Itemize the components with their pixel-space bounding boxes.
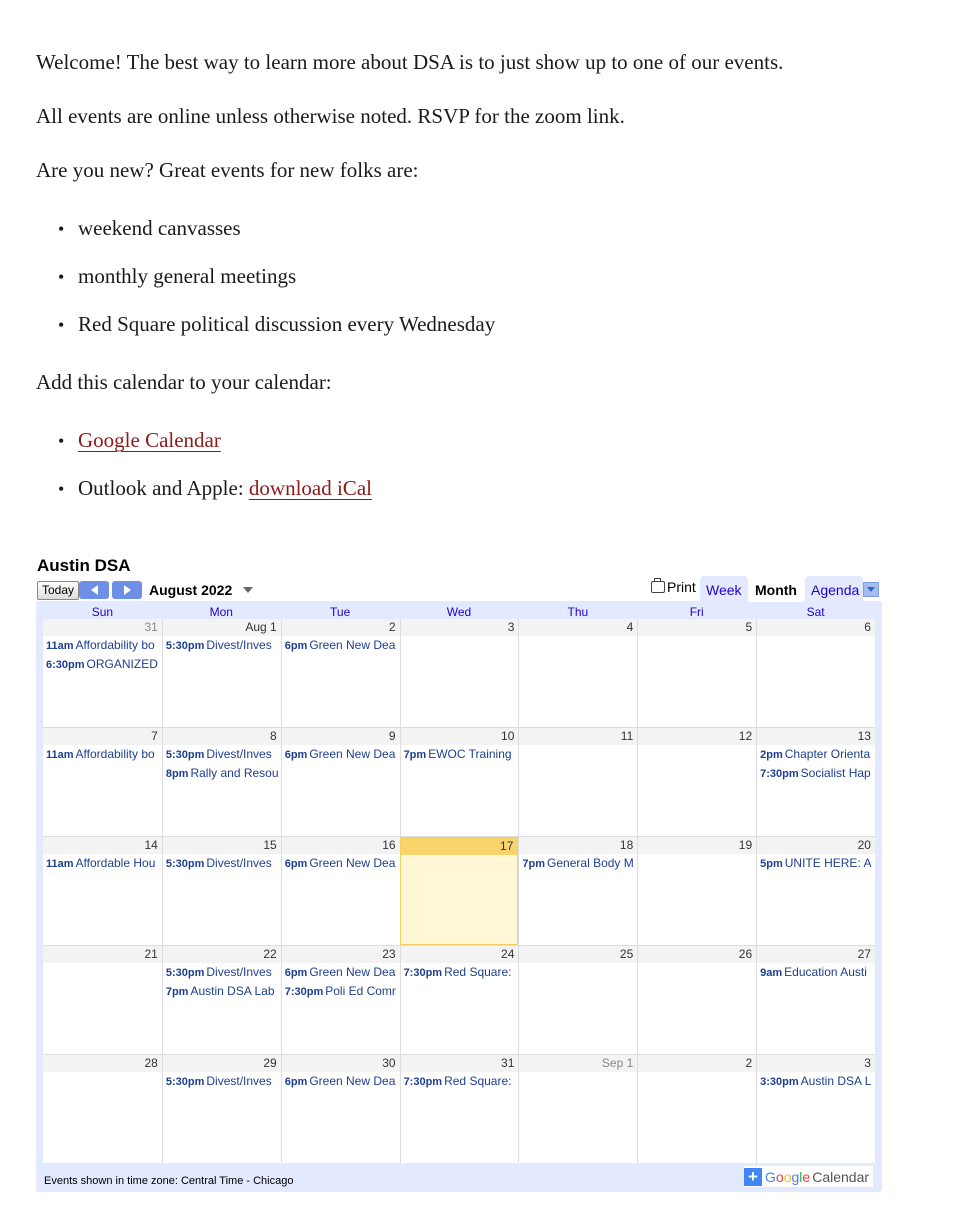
calendar-title: Austin DSA <box>37 556 131 575</box>
day-number: Sep 1 <box>519 1055 637 1072</box>
day-number: 16 <box>282 837 400 854</box>
badge-calendar-label: Calendar <box>812 1168 870 1185</box>
event-time: 7:30pm <box>284 986 324 998</box>
event-time: 6pm <box>284 640 308 652</box>
event-item[interactable] <box>757 963 875 982</box>
event-time: 11am <box>46 858 74 870</box>
event-time: 5:30pm <box>165 640 205 652</box>
event-title: Red Square: <box>444 965 512 979</box>
day-cell[interactable] <box>400 946 519 1054</box>
day-cell[interactable] <box>400 1055 519 1163</box>
day-cell[interactable] <box>518 728 637 836</box>
event-title: Chapter Orienta <box>784 747 871 761</box>
event-title: Rally and Resou <box>190 766 279 780</box>
event-item[interactable] <box>282 1072 400 1091</box>
day-number: 15 <box>163 837 281 854</box>
day-cell-today[interactable] <box>400 837 519 945</box>
day-number: 14 <box>43 837 162 854</box>
event-item[interactable] <box>401 745 519 764</box>
week-row <box>43 837 875 946</box>
list-item: • weekend canvasses <box>58 216 241 240</box>
day-cell[interactable] <box>162 837 281 945</box>
event-title: Green New Dea <box>309 1074 396 1088</box>
event-time: 7:30pm <box>760 768 799 780</box>
event-title: Green New Dea <box>309 747 396 761</box>
event-item[interactable] <box>163 1072 281 1091</box>
today-button[interactable]: Today <box>37 581 79 600</box>
event-item[interactable] <box>43 636 162 655</box>
print-button[interactable]: Print <box>651 579 696 595</box>
event-item[interactable] <box>163 745 281 764</box>
day-cell[interactable] <box>637 619 756 727</box>
day-number: 3 <box>401 619 519 636</box>
event-item[interactable] <box>519 854 637 873</box>
plus-icon: + <box>744 1168 762 1186</box>
event-time: 7pm <box>403 749 427 761</box>
event-item[interactable] <box>401 963 519 982</box>
weekday-label: Sun <box>91 605 114 619</box>
event-title: Divest/Inves <box>206 1074 272 1088</box>
day-number: 3 <box>757 1055 875 1072</box>
event-title: Affordability bo <box>75 638 155 652</box>
day-cell[interactable] <box>281 946 400 1054</box>
arrow-right-icon <box>124 585 131 595</box>
day-number: 6 <box>757 619 875 636</box>
day-number: 19 <box>638 837 756 854</box>
event-title: Poli Ed Comr <box>325 984 396 998</box>
timezone-note: Events shown in time zone: Central Time - Chicago <box>44 1175 294 1187</box>
event-item[interactable] <box>163 854 281 873</box>
day-number: 31 <box>401 1055 519 1072</box>
list-item: • monthly general meetings <box>58 264 297 288</box>
list-item: • Red Square political discussion every Wednesday <box>58 312 496 336</box>
weekday-label: Tue <box>330 605 351 619</box>
week-row <box>43 619 875 728</box>
day-number: 12 <box>638 728 756 745</box>
tab-month[interactable]: Month <box>749 576 803 602</box>
event-time: 5pm <box>760 858 783 870</box>
event-title: Green New Dea <box>309 638 396 652</box>
event-time: 5:30pm <box>165 1076 205 1088</box>
event-title: Affordability bo <box>75 747 155 761</box>
online-note: All events are online unless otherwise noted. RSVP for the zoom link. <box>36 104 625 128</box>
event-title: Green New Dea <box>309 856 396 870</box>
google-logo: Google <box>765 1168 811 1185</box>
event-item[interactable] <box>163 982 281 1001</box>
day-number: 7 <box>43 728 162 745</box>
day-cell[interactable] <box>162 728 281 836</box>
event-title: General Body M <box>547 856 634 870</box>
event-item[interactable] <box>757 745 875 764</box>
weekday-label: Mon <box>209 605 233 619</box>
day-number: 28 <box>43 1055 162 1072</box>
event-title: Red Square: <box>444 1074 512 1088</box>
event-item[interactable] <box>282 963 400 982</box>
week-row <box>43 946 875 1055</box>
google-calendar-badge[interactable] <box>744 1166 873 1187</box>
arrow-left-icon <box>91 585 98 595</box>
next-month-button[interactable] <box>112 581 142 599</box>
printer-icon <box>651 581 665 593</box>
event-title: Divest/Inves <box>206 965 272 979</box>
event-title: Divest/Inves <box>206 747 272 761</box>
event-item[interactable] <box>43 854 162 873</box>
event-item[interactable] <box>43 745 162 764</box>
event-time: 6pm <box>284 967 308 979</box>
event-time: 8pm <box>165 768 189 780</box>
event-time: 5:30pm <box>165 858 205 870</box>
agenda-dropdown-button[interactable] <box>863 582 879 597</box>
event-time: 3:30pm <box>760 1076 799 1088</box>
day-number: 31 <box>43 619 162 636</box>
event-time: 6pm <box>284 858 308 870</box>
day-number: 29 <box>163 1055 281 1072</box>
day-number: 24 <box>401 946 519 963</box>
google-calendar-link[interactable]: Google Calendar <box>78 428 221 452</box>
event-item[interactable] <box>401 1072 519 1091</box>
chevron-down-icon[interactable] <box>243 587 253 593</box>
event-title: Affordable Hou <box>75 856 156 870</box>
tab-agenda[interactable]: Agenda <box>805 576 863 602</box>
event-title: Divest/Inves <box>206 856 272 870</box>
day-number: 22 <box>163 946 281 963</box>
event-time: 5:30pm <box>165 967 205 979</box>
event-time: 2pm <box>760 749 783 761</box>
day-cell[interactable] <box>43 728 162 836</box>
day-cell[interactable] <box>43 837 162 945</box>
weekday-label: Sat <box>806 605 825 619</box>
list-item: • Google Calendar <box>58 428 221 452</box>
weekday-label: Thu <box>567 605 589 619</box>
prev-month-button[interactable] <box>79 581 109 599</box>
day-cell[interactable] <box>637 837 756 945</box>
week-row <box>43 1055 875 1163</box>
day-number: 21 <box>43 946 162 963</box>
day-cell[interactable] <box>43 1055 162 1163</box>
event-title: ORGANIZED <box>86 657 158 671</box>
day-cell[interactable] <box>518 1055 637 1163</box>
day-cell[interactable] <box>637 728 756 836</box>
event-item[interactable] <box>163 636 281 655</box>
day-number: 11 <box>519 728 637 745</box>
day-cell[interactable] <box>756 946 875 1054</box>
week-row <box>43 728 875 837</box>
day-cell[interactable] <box>281 1055 400 1163</box>
weekday-label: Fri <box>689 605 704 619</box>
day-cell[interactable] <box>637 1055 756 1163</box>
day-cell[interactable] <box>281 837 400 945</box>
list-item: • Outlook and Apple: download iCal <box>58 476 372 500</box>
event-title: Education Austi <box>784 965 867 979</box>
day-number: Aug 1 <box>163 619 281 636</box>
day-cell[interactable] <box>756 837 875 945</box>
event-item[interactable] <box>43 655 162 674</box>
ical-download-link[interactable]: download iCal <box>248 476 372 500</box>
day-number: 30 <box>282 1055 400 1072</box>
day-number: 4 <box>519 619 637 636</box>
day-cell[interactable] <box>43 946 162 1054</box>
day-number: 8 <box>163 728 281 745</box>
day-number: 13 <box>757 728 875 745</box>
day-cell[interactable] <box>162 1055 281 1163</box>
day-number: 26 <box>638 946 756 963</box>
event-title: Divest/Inves <box>206 638 272 652</box>
weekday-label: Wed <box>446 605 472 619</box>
event-title: UNITE HERE: A <box>784 856 872 870</box>
event-time: 6pm <box>284 749 308 761</box>
event-time: 6pm <box>284 1076 308 1088</box>
event-item[interactable] <box>757 764 875 783</box>
weekday-header <box>43 605 875 619</box>
day-number: 18 <box>519 837 637 854</box>
month-label[interactable]: August 2022 <box>149 582 233 598</box>
day-number: 23 <box>282 946 400 963</box>
event-time: 5:30pm <box>165 749 205 761</box>
event-item[interactable] <box>282 854 400 873</box>
event-time: 7:30pm <box>403 1076 443 1088</box>
day-cell[interactable] <box>400 728 519 836</box>
new-folks-heading: Are you new? Great events for new folks are: <box>36 158 419 182</box>
welcome-text: Welcome! The best way to learn more about DSA is to just show up to one of our events. <box>36 50 784 74</box>
day-cell[interactable] <box>162 619 281 727</box>
day-cell[interactable] <box>518 946 637 1054</box>
event-title: Socialist Hap <box>800 766 871 780</box>
event-time: 7:30pm <box>403 967 443 979</box>
event-title: Austin DSA Lab <box>190 984 275 998</box>
event-item[interactable] <box>282 982 400 1001</box>
event-item[interactable] <box>282 636 400 655</box>
tab-week[interactable]: Week <box>700 576 748 602</box>
event-item[interactable] <box>163 963 281 982</box>
event-item[interactable] <box>282 745 400 764</box>
event-time: 7pm <box>165 986 189 998</box>
day-number: 2 <box>638 1055 756 1072</box>
day-number: 9 <box>282 728 400 745</box>
event-time: 9am <box>760 967 783 979</box>
event-item[interactable] <box>757 1072 875 1091</box>
event-title: EWOC Training <box>428 747 512 761</box>
day-number: 5 <box>638 619 756 636</box>
day-cell[interactable] <box>756 728 875 836</box>
day-cell[interactable] <box>281 619 400 727</box>
day-number: 17 <box>401 838 518 855</box>
day-cell[interactable] <box>518 837 637 945</box>
day-cell[interactable] <box>756 619 875 727</box>
add-calendar-heading: Add this calendar to your calendar: <box>36 370 332 394</box>
day-cell[interactable] <box>43 619 162 727</box>
chevron-down-icon <box>867 587 875 592</box>
day-cell[interactable] <box>637 946 756 1054</box>
event-item[interactable] <box>757 854 875 873</box>
event-time: 11am <box>46 749 74 761</box>
day-cell[interactable] <box>400 619 519 727</box>
day-cell[interactable] <box>756 1055 875 1163</box>
month-grid <box>43 619 875 1163</box>
day-number: 20 <box>757 837 875 854</box>
event-time: 7pm <box>522 858 546 870</box>
day-number: 10 <box>401 728 519 745</box>
day-cell[interactable] <box>281 728 400 836</box>
event-time: 11am <box>46 640 74 652</box>
day-cell[interactable] <box>162 946 281 1054</box>
day-number: 27 <box>757 946 875 963</box>
event-title: Austin DSA L <box>800 1074 872 1088</box>
day-cell[interactable] <box>518 619 637 727</box>
event-title: Green New Dea <box>309 965 396 979</box>
day-number: 25 <box>519 946 637 963</box>
day-number: 2 <box>282 619 400 636</box>
event-item[interactable] <box>163 764 281 783</box>
event-time: 6:30pm <box>46 659 85 671</box>
